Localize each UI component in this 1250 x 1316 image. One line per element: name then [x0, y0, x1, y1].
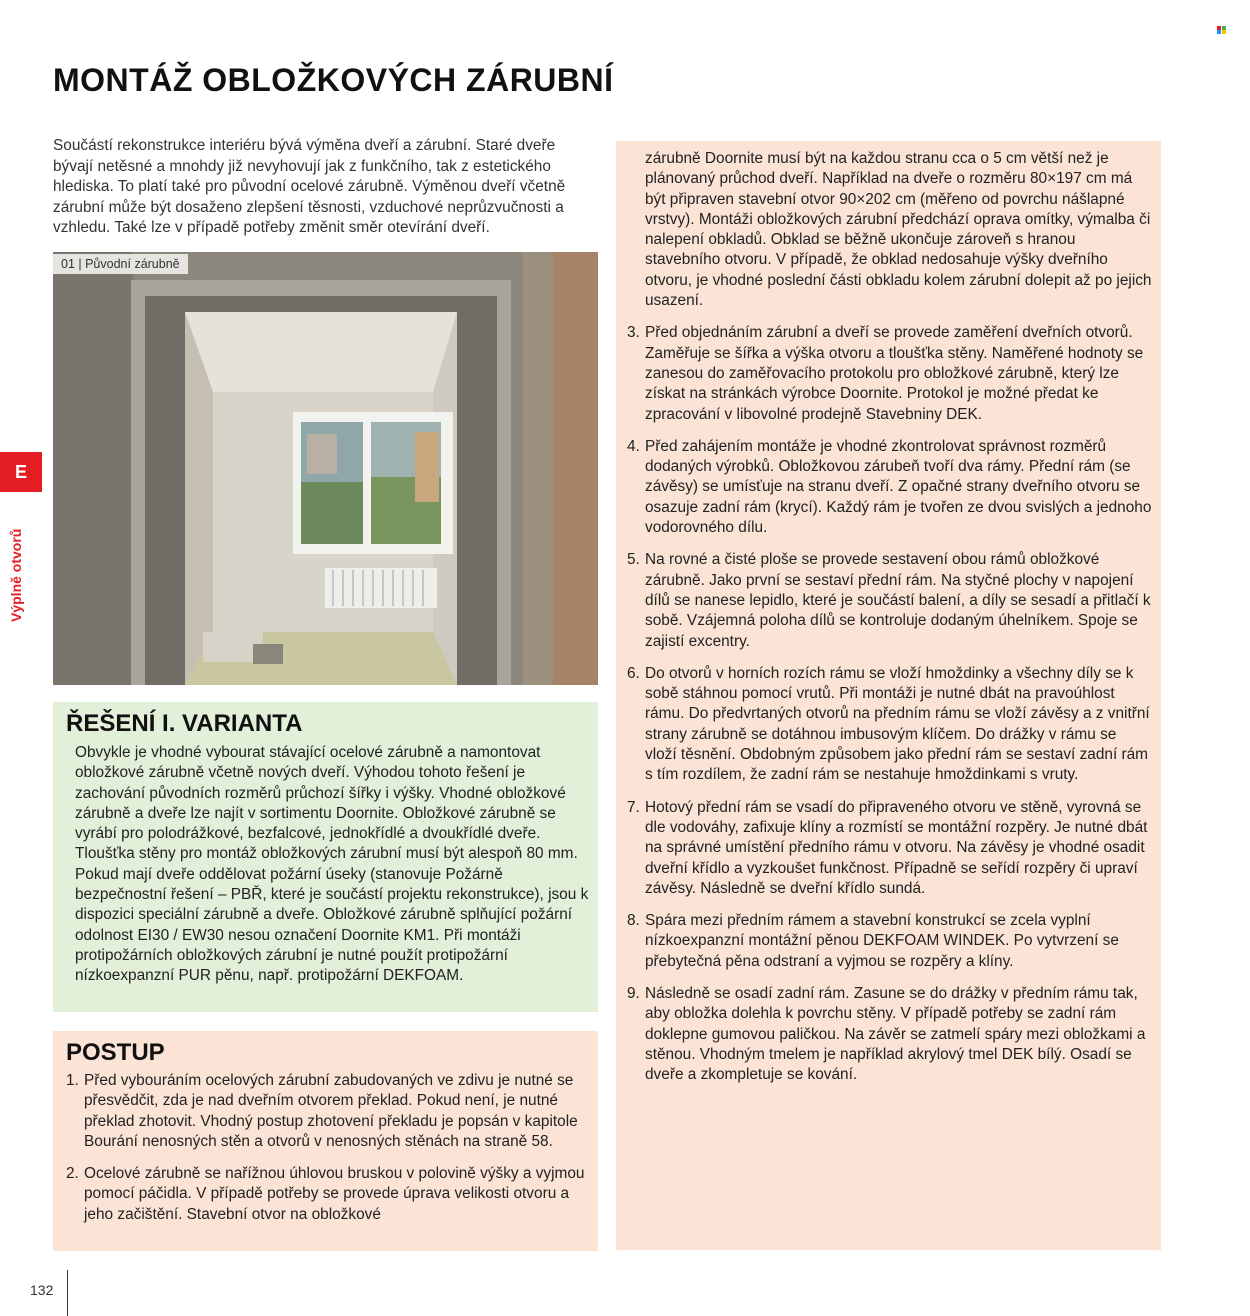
variant-heading: ŘEŠENÍ I. VARIANTA	[66, 710, 303, 737]
step-item	[66, 1164, 591, 1225]
step-number: 6.	[627, 664, 640, 682]
variant-text: Obvykle je vhodné vybourat stávající ocelové zárubně a namontovat obložkové zárubně včetně nových dveří. Výhodou tohoto řešení je zachování původních rozměrů průchozí šířky i výšky. Vhodné obložkové zárubně a dveře lze najít v sortimentu Doornite. Obložkové zárubně se vyrábí pro polodrážkové, bezfalcové, jednokřídlé a dvoukřídlé dveře. Tloušťka stěny pro montáž obložkových zárubní musí být alespoň 80 mm. Pokud mají dveře oddělovat požární úseky (stanovuje Požárně bezpečnostní řešení – PBŘ, které je součástí projektu rekonstrukce), jsou k dispozici speciální zárubně a dveře. Obložkové zárubně splňující požární odolnost EI30 / EW30 nesou označení Doornite KM1. Při montáži protipožárních obložkových zárubní je nutné použít protipožární nízkoexpanzní PUR pěnu, např. protipožární DEKFOAM.	[75, 744, 589, 985]
step-number: 7.	[627, 798, 640, 816]
chapter-tab[interactable]	[0, 452, 42, 492]
variant-box	[53, 702, 598, 1012]
intro-paragraph: Součástí rekonstrukce interiéru bývá výměna dveří a zárubní. Staré dveře bývají netěsné a mnohdy již nevyhovují jak z funkčního, tak z estetického hlediska. To platí také pro původní ocelové zárubně. Výměnou dveří včetně zárubní může být dosaženo zlepšení těsnosti, vzduchové neprůzvučnosti a vzhledu. Také lze v případě potřeby změnit směr otevírání dveří.	[53, 137, 566, 236]
step-number: 4.	[627, 437, 640, 455]
procedure-continued-box	[616, 141, 1161, 1250]
step-text: Hotový přední rám se vsadí do připraveného otvoru ve stěně, vyrovná se dle vodováhy, zafixuje klíny a rozmístí se montážní rozpěry. Je nutné dbát na správné umístění předního rámu v otvoru. Na závěsy je vhodné osadit dveřní křídlo a vyzkoušet funkčnost. Případně se seřídí rozpěry či upraví závěsy. Následně se dveřní křídlo sundá.	[645, 798, 1148, 897]
step-number: 2.	[66, 1165, 79, 1183]
step-text: Před zahájením montáže je vhodné zkontrolovat správnost rozměrů dodaných výrobků. Obložkovou zárubeň tvoří dva rámy. Přední rám (se závěsy) se umísťuje na stranu dveří. Z opačné strany dveřního otvoru se osazuje zadní rám (krycí). Každý rám je tvořen ze dvou svislých a jednoho vodorovného dílu.	[645, 437, 1152, 537]
dek-logo-icon	[1217, 26, 1227, 34]
step-text: Na rovné a čisté ploše se provede sestavení obou rámů obložkové zárubně. Jako první se sestaví přední rám. Na styčné plochy v napojení dílů se nanese lepidlo, které je součástí balení, a díly se sesadí a přitlačí k sobě. Vzájemná poloha dílů se kontroluje dodaným úhelníkem. Spoje se zajistí excentry.	[645, 551, 1151, 650]
door-frame-photo	[53, 252, 598, 685]
step-text: Před objednáním zárubní a dveří se provede zaměření dveřních otvorů. Zaměřuje se šířka a výška otvoru a tloušťka stěny. Naměřené hodnoty se zanesou do zaměřovacího protokolu pro obložkové zárubně, který lze získat na stránkách výrobce Doornite. Protokol je možné předat ke zpracování v libovolné prodejně Stavebniny DEK.	[645, 324, 1144, 423]
procedure-heading: POSTUP	[66, 1039, 165, 1066]
procedure-box	[53, 1031, 598, 1251]
step-text: zárubně Doornite musí být na každou stranu cca o 5 cm větší než je plánovaný průchod dveří. Například na dveře o rozměru 80×197 cm má být připraven stavební otvor 90×202 cm (měřeno od povrchu nášlapné vrstvy). Montáži obložkových zárubní předchází oprava omítky, výmalba či nalepení obkladů. Obklad se běžně ukončuje zároveň s hranou stavebního otvoru. V případě, že obklad nedosahuje výšky dveřního otvoru, je vhodné poslední části obkladu kolem zárubní dolepit až po jejich usazení.	[645, 150, 1152, 310]
step-item	[627, 911, 1152, 972]
step-item	[627, 323, 1152, 424]
procedure-steps-left	[66, 1071, 591, 1225]
photo-caption: 01 | Původní zárubně	[53, 254, 188, 274]
step-item	[627, 984, 1152, 1085]
step-item	[627, 437, 1152, 538]
procedure-steps-right	[627, 149, 1152, 1085]
step-continuation	[627, 149, 1152, 311]
chapter-label: Výplně otvorů	[8, 528, 24, 622]
step-number: 5.	[627, 551, 640, 569]
page-title: MONTÁŽ OBLOŽKOVÝCH ZÁRUBNÍ	[53, 62, 614, 98]
chapter-letter: E	[14, 461, 27, 482]
step-number: 8.	[627, 912, 640, 930]
step-number: 9.	[627, 984, 640, 1002]
step-text: Před vybouráním ocelových zárubní zabudovaných ve zdivu je nutné se přesvědčit, zda je nad dveřním otvorem překlad. Pokud není, je nutné překlad zhotovit. Vhodný postup zhotovení překladu je popsán v kapitole Bourání nenosných stěn a otvorů v nenosných stěnách na straně 58.	[84, 1072, 578, 1150]
page-divider	[67, 1270, 68, 1316]
step-item	[66, 1071, 591, 1152]
step-item	[627, 664, 1152, 786]
page-number: 132	[30, 1282, 54, 1298]
step-item	[627, 550, 1152, 651]
step-text: Spára mezi předním rámem a stavební konstrukcí se zcela vyplní nízkoexpanzní montážní pěnou DEKFOAM WINDEK. Po vytvrzení se přebytečná pěna odstraní a vyjmou se rozpěry a klíny.	[645, 912, 1119, 970]
step-text: Do otvorů v horních rozích rámu se vloží hmoždinky a všechny díly se k sobě stáhnou pomocí vrutů. Při montáži je nutné dbát na pravoúhlost rámu. Do předvrtaných otvorů na předním rámu se vloží závěsy a z vnitřní strany zárubně se dotáhnou imbusovým klíčem. Do drážky v rámu se vloží těsnění. Obdobným způsobem jako přední rám se sestaví zadní rám s tím rozdílem, že zadní rám se nestahuje hmoždinkami s vruty.	[645, 664, 1150, 784]
step-text: Ocelové zárubně se nařížnou úhlovou bruskou v polovině výšky a vyjmou pomocí páčidla. V případě potřeby se provede úprava velikosti otvoru a jeho začištění. Stavební otvor na obložkové	[84, 1165, 585, 1223]
step-text: Následně se osadí zadní rám. Zasune se do drážky v předním rámu tak, aby obložka dolehla k povrchu stěny. V případě potřeby se zadní rám doklepne gumovou paličkou. Na závěr se zatmelí spáry mezi obložkami a stěnou. Vhodným tmelem je například akrylový tmel DEK bílý. Osadí se dveře a zkompletuje se kování.	[645, 984, 1146, 1084]
step-number: 1.	[66, 1072, 79, 1089]
step-item	[627, 798, 1152, 899]
step-number: 3.	[627, 324, 640, 342]
